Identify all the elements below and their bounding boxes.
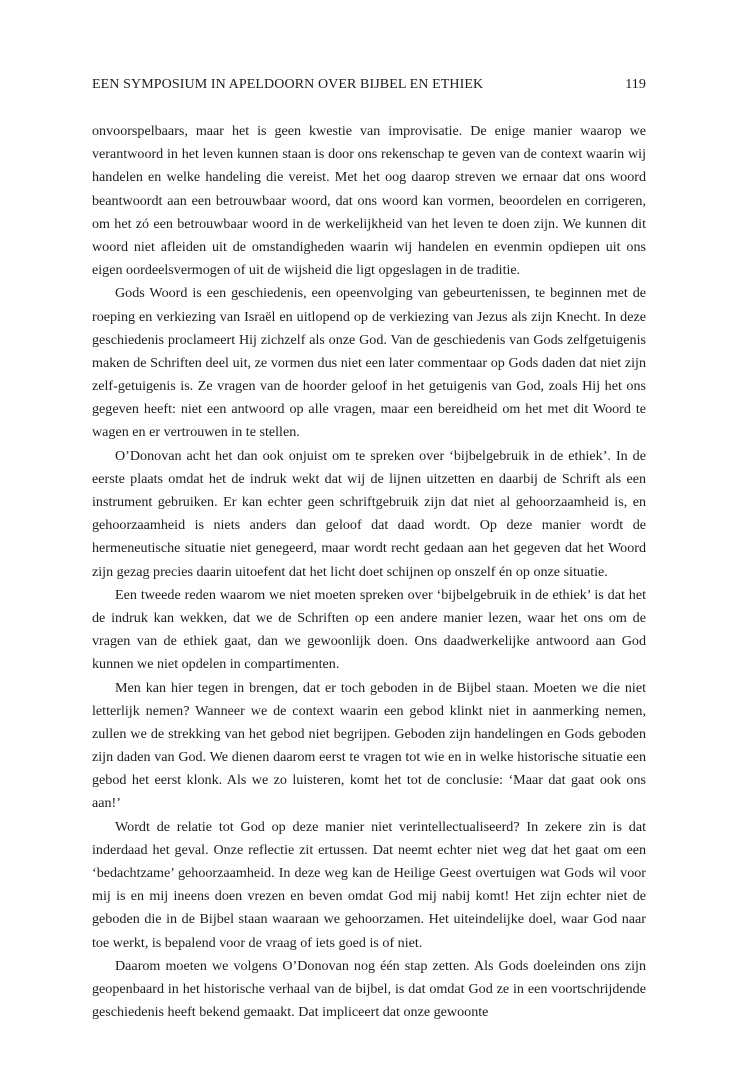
paragraph: Gods Woord is een geschiedenis, een opeenvolging van gebeurtenissen, te beginnen met de roeping en verkiezing van Israël en uitlopend op de verkiezing van Jezus als zijn Knecht. In deze geschiedenis proclameert Hij zichzelf als onze God. Van de geschiedenis van Gods zelfgetuigenis maken de Schriften deel uit, ze vormen dus niet een later commentaar op Gods daden dat niet zijn zelf-getuigenis is. Ze vragen van de hoorder geloof in het getuigenis van God, zoals Hij het ons gegeven heeft: niet een antwoord op alle vragen, maar een bereidheid om het met dit Woord te wagen en er vertrouwen in te stellen. [92, 285, 646, 441]
book-page [92, 76, 646, 1024]
paragraph: Een tweede reden waarom we niet moeten spreken over ‘bijbelgebruik in de ethiek’ is dat het de indruk kan wekken, dat we de Schriften op een andere manier lezen, waar het ons om de vragen van de ethiek gaat, dan we gewoonlijk doen. Ons daadwerkelijke antwoord aan God kunnen we niet opdelen in compartimenten. [92, 586, 646, 673]
paragraph: Daarom moeten we volgens O’Donovan nog één stap zetten. Als Gods doeleinden ons zijn geopenbaard in het historische verhaal van de bijbel, is dat omdat God ze in een voortschrijdende geschiedenis heeft bekend gemaakt. Dat impliceert dat onze gewoonte [92, 957, 646, 1021]
running-header-title: EEN SYMPOSIUM IN APELDOORN OVER BIJBEL EN ETHIEK [92, 77, 484, 92]
paragraph-continued: onvoorspelbaars, maar het is geen kwestie van improvisatie. De enige manier waarop we verantwoord in het leven kunnen staan is door ons rekenschap te geven van de context waarin wij handelen en welke handeling die vereist. Met het oog daarop streven we ernaar dat ons woord beantwoordt aan een betrouwbaar woord, dat ons woord kan vormen, beoordelen en corrigeren, om het zó een betrouwbaar woord in de werkelijkheid van het leven te doen zijn. We kunnen dit woord niet afleiden uit de omstandigheden waarin wij handelen en evenmin opdiepen uit ons eigen oordeelsvermogen of uit de wijsheid die ligt opgeslagen in de traditie. [92, 123, 646, 279]
paragraph: O’Donovan acht het dan ook onjuist om te spreken over ‘bijbelgebruik in de ethiek’. In de eerste plaats omdat het de indruk wekt dat wij de lijnen uitzetten en daarbij de Schrift als een instrument gebruiken. Er kan echter geen schriftgebruik zijn dat niet al gehoorzaamheid is, en gehoorzaamheid is niets anders dan geloof dat daad wordt. Op deze manier wordt de hermeneutische situatie niet genegeerd, maar wordt recht gedaan aan het gegeven dat het Woord zijn gezag precies daarin uitoefent dat het licht doet schijnen op onszelf én op onze situatie. [92, 447, 646, 580]
body-text [92, 120, 646, 1024]
paragraph: Men kan hier tegen in brengen, dat er toch geboden in de Bijbel staan. Moeten we die niet letterlijk nemen? Wanneer we de context waarin een gebod klinkt niet in aanmerking nemen, zullen we de strekking van het gebod niet begrijpen. Geboden zijn handelingen en Gods geboden zijn daden van God. We dienen daarom eerst te vragen tot wie en in welke historische situatie een gebod het eerst klonk. Als we zo luisteren, komt het tot de conclusie: ‘Maar dat gaat ook ons aan!’ [92, 679, 646, 812]
page-number: 119 [625, 77, 646, 92]
paragraph: Wordt de relatie tot God op deze manier niet verintellectualiseerd? In zekere zin is dat inderdaad het geval. Onze reflectie zit ertussen. Dat neemt echter niet weg dat het gaat om een ‘bedachtzame’ gehoorzaamheid. In deze weg kan de Heilige Geest overtuigen wat Gods wil voor mij is en mij ineens doen vrezen en beven omdat God mij nabij komt! Het zijn echter niet de geboden die in de Bijbel staan waaraan we gehoorzamen. Het uiteindelijke doel, waar God naar toe werkt, is bepalend voor de vraag of iets goed is of niet. [92, 818, 646, 951]
running-header [92, 76, 646, 94]
